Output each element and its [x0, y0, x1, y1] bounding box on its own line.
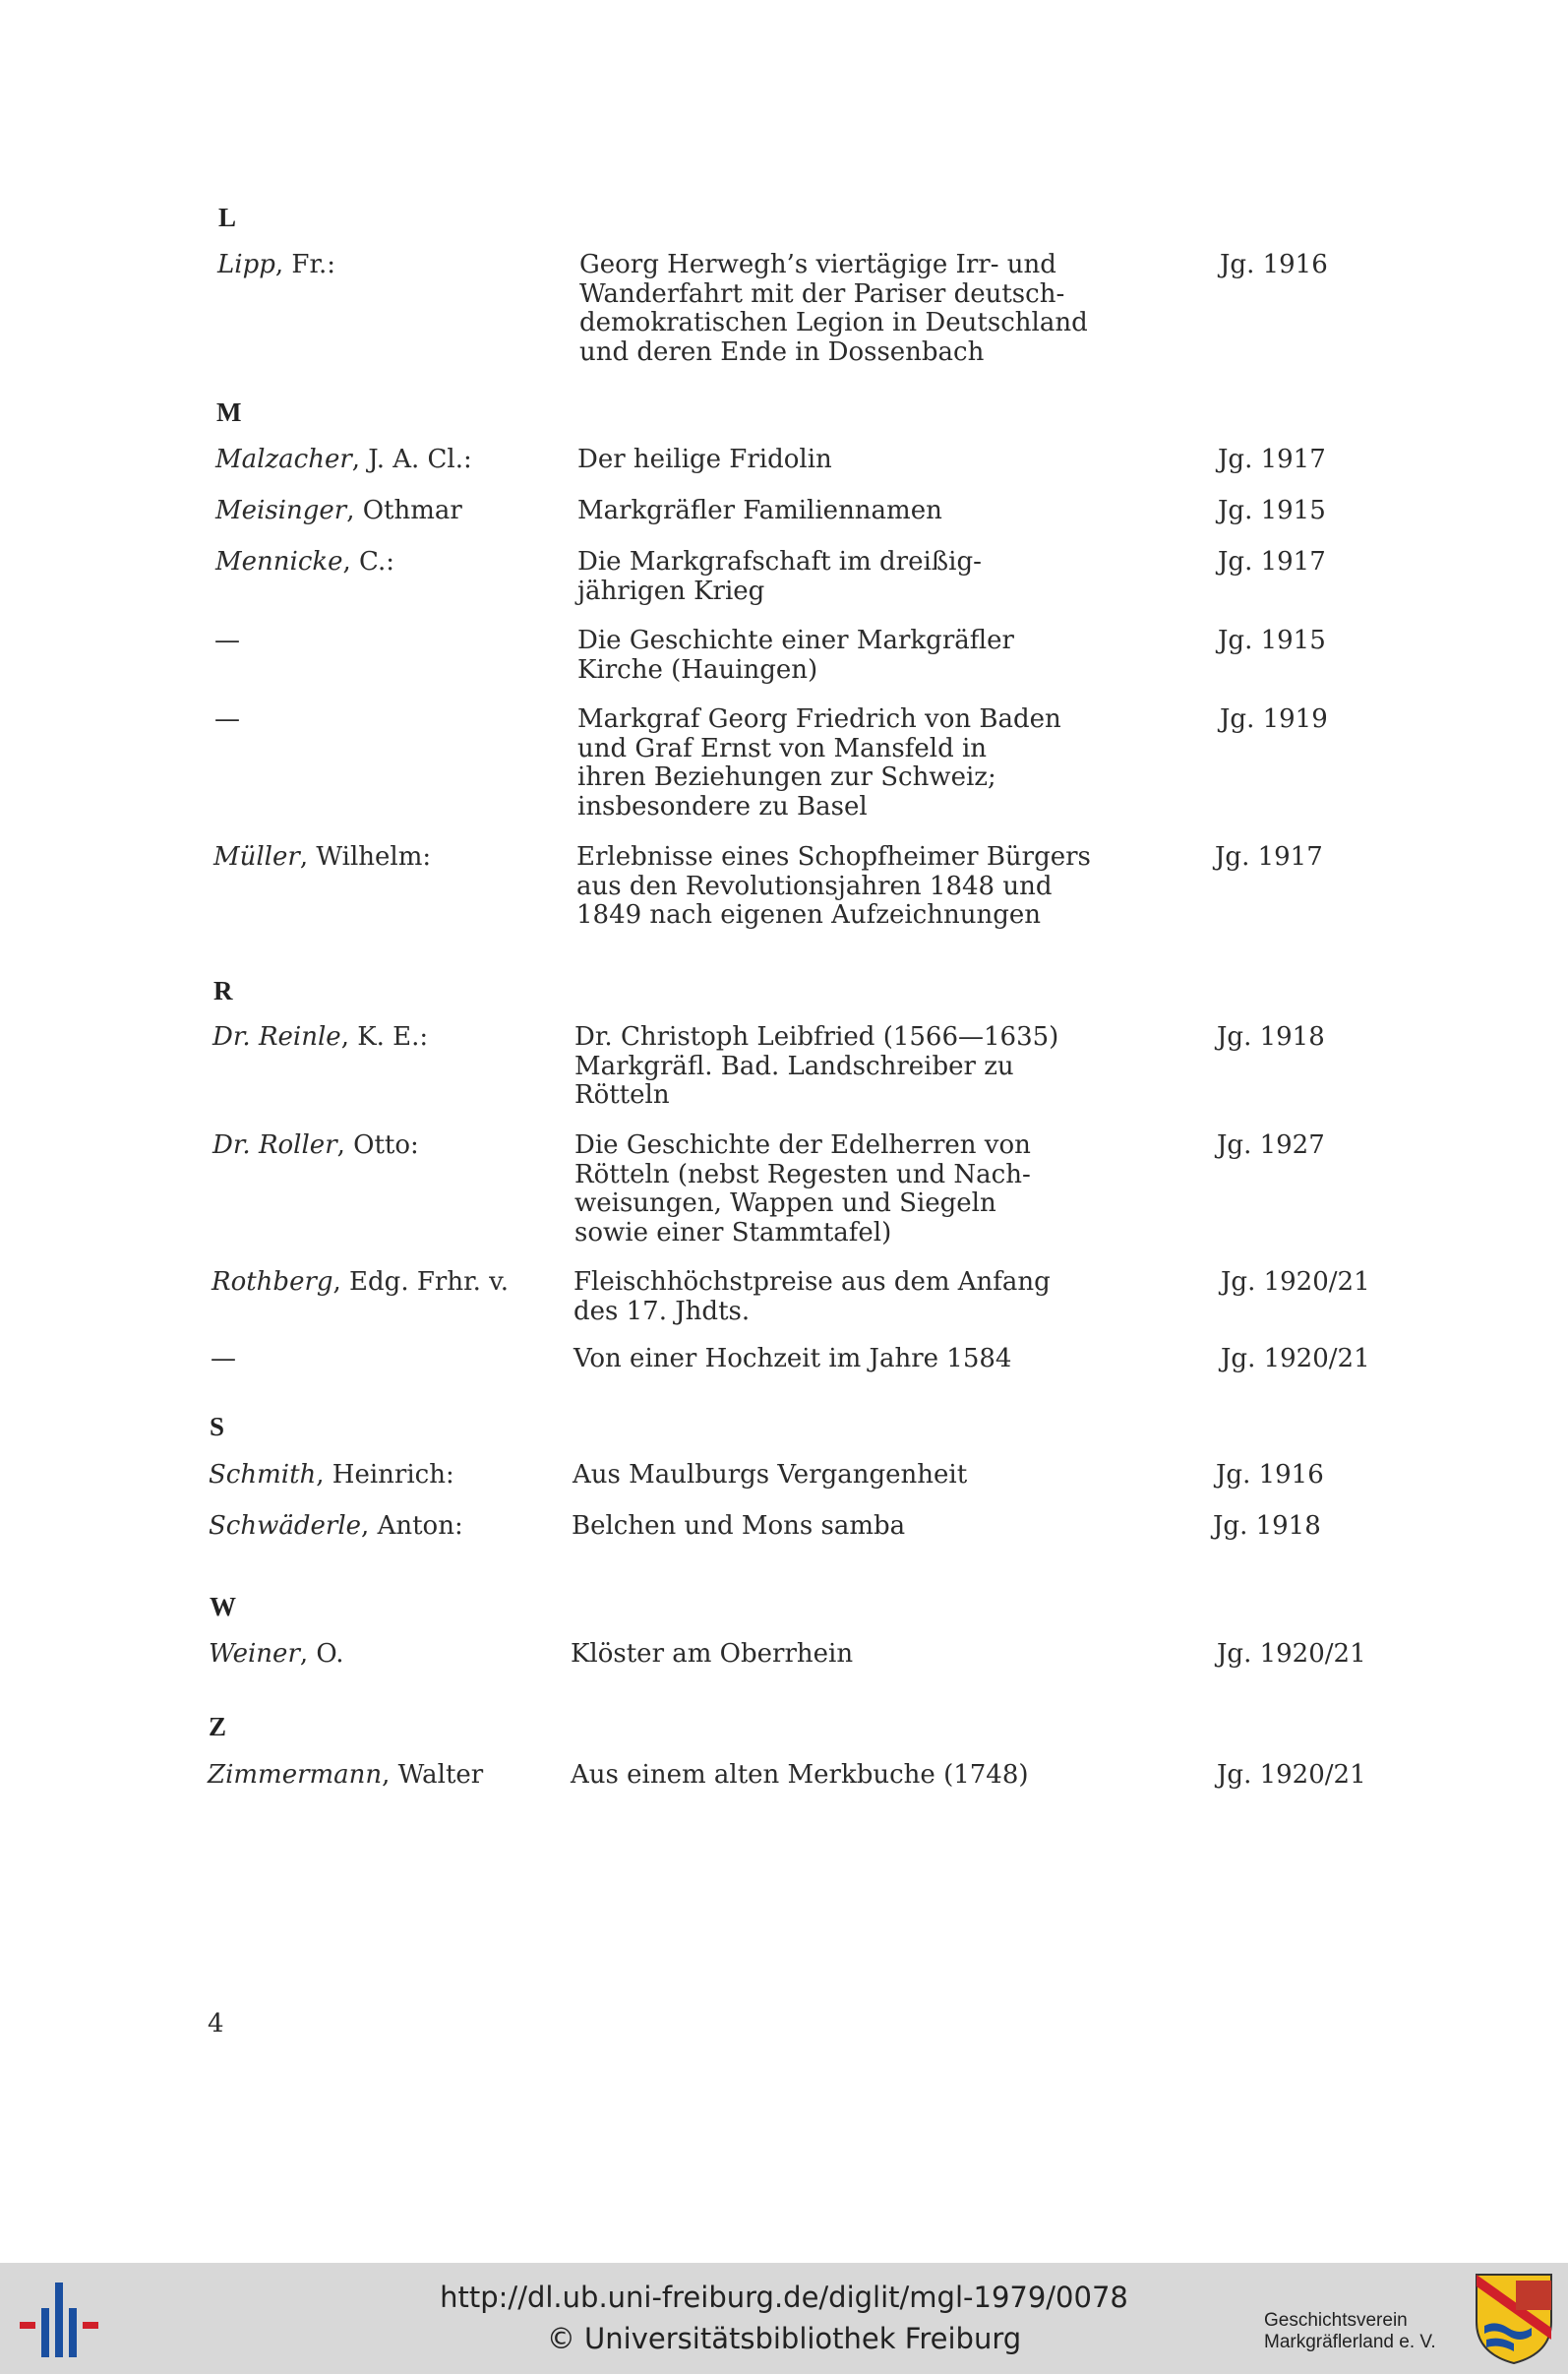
author-rest: , Anton: [361, 1511, 463, 1541]
entry-year: Jg. 1916 [1220, 250, 1328, 279]
society-line-1: Geschichtsverein [1264, 2310, 1408, 2331]
entry-author [211, 1345, 236, 1374]
author-rest: , Walter [382, 1760, 484, 1790]
entry-title: Georg Herwegh’s viertägige Irr- und Wanderfahrt mit der Pariser deutsch- demokratischen Legion in Deutschland und deren Ende in Dossenbach [579, 250, 1088, 367]
author-surname: Schwäderle [209, 1511, 362, 1541]
author-rest: — [214, 704, 240, 734]
author-surname: Zimmermann [208, 1760, 383, 1790]
author-rest: , Edg. Frhr. v. [332, 1267, 510, 1297]
author-rest: — [214, 626, 240, 655]
author-rest: , C.: [342, 547, 395, 577]
page-number: 4 [208, 2009, 224, 2039]
entry-author [209, 1640, 343, 1670]
footer-bar [0, 2263, 1568, 2374]
society-line-2: Markgräflerland e. V. [1264, 2332, 1436, 2352]
entry-title: Erlebnisse eines Schopfheimer Bürgers aus den Revolutionsjahren 1848 und 1849 nach eigenen Aufzeichnungen [576, 842, 1091, 930]
entry-title: Markgraf Georg Friedrich von Baden und Graf Ernst von Mansfeld in ihren Beziehungen zur Schweiz; insbesondere zu Basel [577, 704, 1061, 822]
author-rest: , J. A. Cl.: [351, 445, 472, 474]
entry-title: Der heilige Fridolin [577, 445, 832, 474]
entry-title: Die Geschichte der Edelherren von Rötteln (nebst Regesten und Nach- weisungen, Wappen und Siegeln sowie einer Stammtafel) [574, 1130, 1031, 1248]
author-surname: Weiner [209, 1639, 300, 1669]
entry-title: Von einer Hochzeit im Jahre 1584 [573, 1344, 1012, 1373]
section-letter: M [216, 397, 242, 427]
entry-title: Die Geschichte einer Markgräfler Kirche (Hauingen) [577, 626, 1014, 685]
author-surname: Lipp [217, 250, 275, 279]
author-surname: Schmith [209, 1460, 317, 1490]
section-letter: L [218, 203, 237, 232]
entry-author [209, 1461, 454, 1491]
author-rest: , O. [299, 1639, 344, 1669]
entry-year: Jg. 1917 [1218, 445, 1326, 474]
section-letter: R [213, 976, 233, 1005]
entry-title: Aus einem alten Merkbuche (1748) [571, 1760, 1029, 1790]
coat-of-arms-icon [1473, 2271, 1555, 2365]
entry-author [214, 705, 240, 735]
entry-year: Jg. 1919 [1220, 704, 1328, 734]
entry-title: Klöster am Oberrhein [571, 1639, 854, 1669]
entry-author [208, 1761, 483, 1791]
entry-year: Jg. 1918 [1213, 1511, 1321, 1541]
entry-year: Jg. 1917 [1218, 547, 1326, 577]
author-surname: Dr. Roller [212, 1130, 337, 1160]
author-surname: Mennicke [215, 547, 343, 577]
author-rest: , Heinrich: [316, 1460, 454, 1490]
entry-year: Jg. 1920/21 [1217, 1639, 1366, 1669]
entry-author [213, 843, 431, 873]
entry-title: Die Markgrafschaft im dreißig- jährigen Krieg [577, 547, 982, 606]
author-rest: , K. E.: [340, 1022, 429, 1052]
author-rest: , Fr.: [274, 250, 336, 279]
author-surname: Malzacher [215, 445, 352, 474]
section-letter: Z [209, 1712, 227, 1741]
entry-author [215, 548, 394, 578]
author-rest: , Otto: [336, 1130, 419, 1160]
footer-copyright: © Universitätsbibliothek Freiburg [546, 2322, 1022, 2355]
section-letter: W [210, 1592, 236, 1621]
entry-year: Jg. 1915 [1218, 496, 1326, 525]
author-rest: , Othmar [346, 496, 462, 525]
footer-society-name [1264, 2310, 1436, 2353]
author-surname: Meisinger [215, 496, 347, 525]
entry-year: Jg. 1917 [1215, 842, 1323, 872]
entry-author [209, 1512, 463, 1542]
entry-author [217, 251, 335, 280]
entry-title: Fleischhöchstpreise aus dem Anfang des 17. Jhdts. [573, 1267, 1051, 1326]
author-surname: Rothberg [211, 1267, 333, 1297]
entry-title: Belchen und Mons samba [572, 1511, 906, 1541]
entry-year: Jg. 1927 [1217, 1130, 1325, 1160]
entry-year: Jg. 1918 [1217, 1022, 1325, 1052]
entry-title: Dr. Christoph Leibfried (1566—1635) Markgräfl. Bad. Landschreiber zu Rötteln [574, 1022, 1059, 1110]
entry-year: Jg. 1920/21 [1221, 1344, 1370, 1373]
footer-url[interactable]: http://dl.ub.uni-freiburg.de/diglit/mgl-1979/0078 [440, 2281, 1128, 2314]
entry-year: Jg. 1920/21 [1221, 1267, 1370, 1297]
entry-title: Aus Maulburgs Vergangenheit [573, 1460, 968, 1490]
author-surname: Müller [213, 842, 300, 872]
entry-year: Jg. 1916 [1216, 1460, 1324, 1490]
entry-year: Jg. 1915 [1218, 626, 1326, 655]
section-letter: S [210, 1412, 225, 1441]
author-rest: , Wilhelm: [299, 842, 432, 872]
entry-year: Jg. 1920/21 [1217, 1760, 1366, 1790]
author-surname: Dr. Reinle [212, 1022, 341, 1052]
entry-author [215, 497, 462, 526]
entry-author [214, 627, 240, 656]
entry-author [215, 446, 472, 475]
entry-author [212, 1023, 428, 1053]
entry-title: Markgräfler Familiennamen [577, 496, 942, 525]
entry-author [212, 1131, 419, 1161]
entry-author [211, 1268, 509, 1298]
author-rest: — [211, 1344, 236, 1373]
